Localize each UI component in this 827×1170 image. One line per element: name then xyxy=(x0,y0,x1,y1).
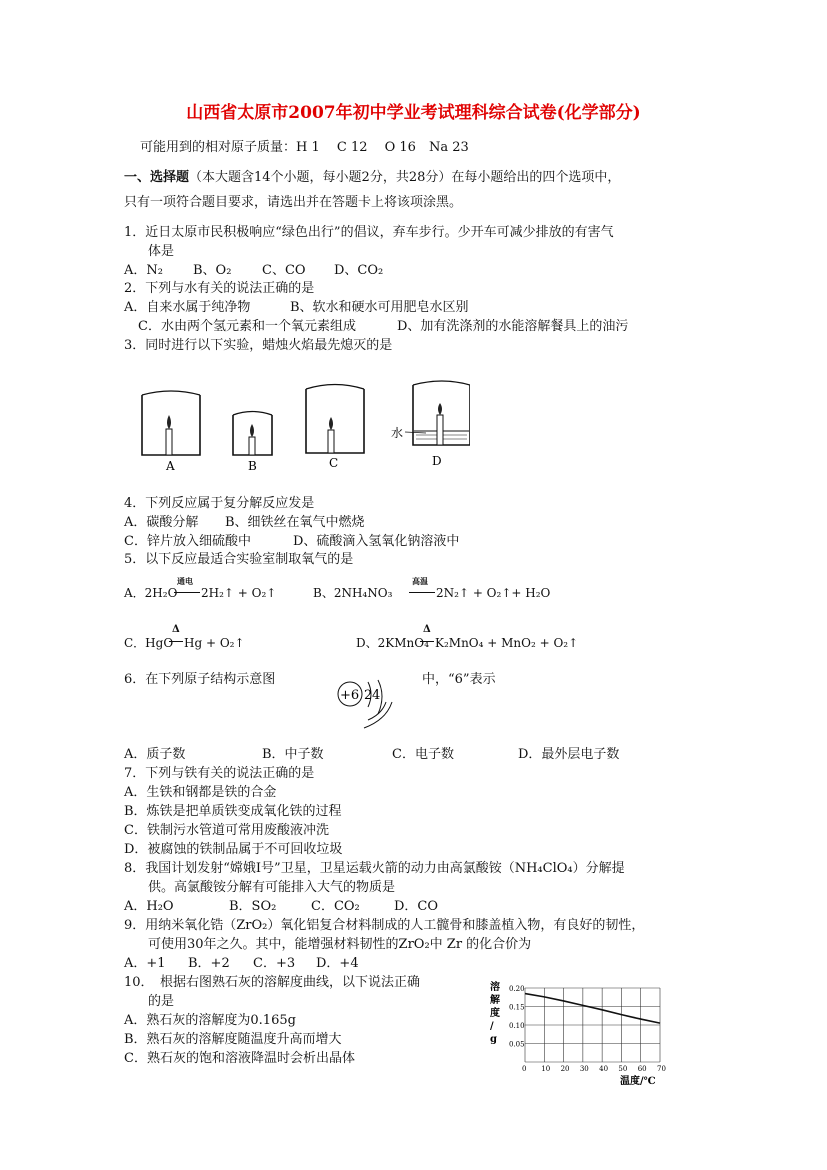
label-b: B xyxy=(248,459,257,473)
q5-option-a-rhs: 2H₂↑ + O₂↑ xyxy=(201,586,277,600)
q5-d-condition: Δ xyxy=(423,624,431,635)
q8-stem-cont: 供。高氯酸铵分解有可能排入大气的物质是 xyxy=(148,880,396,895)
q6-option-d: D．最外层电子数 xyxy=(518,747,620,762)
candle-experiment-figure xyxy=(130,375,470,480)
q10-option-a: A．熟石灰的溶解度为0.165g xyxy=(124,1013,296,1028)
q5-option-d-rhs: K₂MnO₄ + MnO₂ + O₂↑ xyxy=(435,636,579,650)
chart-curve xyxy=(525,994,660,1024)
q1-stem: 1．近日太原市民积极响应“绿色出行”的倡议，弃车步行。少开车可减少排放的有害气 xyxy=(124,225,614,240)
water-label: 水 xyxy=(391,426,404,440)
y-tick-label: 0.05 xyxy=(509,1040,525,1049)
beaker-c xyxy=(306,385,364,454)
q6-stem: 6．在下列原子结构示意图 xyxy=(124,672,276,687)
y-tick-label: 0.15 xyxy=(509,1003,525,1012)
q5-option-b-lhs: B、2NH₄NO₃ xyxy=(313,586,393,600)
q4-option-b: B、细铁丝在氧气中燃烧 xyxy=(225,515,365,530)
q5-option-d-lhs: D、2KMnO₄ xyxy=(356,636,429,650)
q10-option-c: C．熟石灰的饱和溶液降温时会析出晶体 xyxy=(124,1051,355,1066)
q1-option-d: D、CO₂ xyxy=(334,263,384,278)
q6-option-b: B．中子数 xyxy=(262,747,324,762)
q1-stem-cont: 体是 xyxy=(148,244,175,259)
x-axis-label: 温度/℃ xyxy=(620,1076,656,1087)
y-tick-label: 0.10 xyxy=(509,1022,525,1030)
q5-option-a-lhs: A．2H₂O xyxy=(124,586,178,600)
q8-option-a: A．H₂O xyxy=(124,899,174,914)
q7-stem: 7．下列与铁有关的说法正确的是 xyxy=(124,766,315,781)
solubility-chart xyxy=(480,980,680,1088)
q2-option-a: A．自来水属于纯净物 xyxy=(124,300,251,315)
chart-ticks xyxy=(509,985,666,1073)
x-tick-label: 0 xyxy=(522,1065,527,1073)
x-tick-label: 30 xyxy=(579,1065,589,1073)
q5-a-reaction-line xyxy=(174,592,200,593)
y-tick-label: 0.20 xyxy=(509,985,525,993)
q5-b-condition: 高温 xyxy=(412,576,428,586)
page-title: 山西省太原市2007年初中学业考试理科综合试卷(化学部分) xyxy=(186,103,641,123)
label-d: D xyxy=(432,454,442,468)
q4-stem: 4．下列反应属于复分解反应发是 xyxy=(124,496,315,511)
q3-stem: 3．同时进行以下实验，蜡烛火焰最先熄灭的是 xyxy=(124,338,393,353)
beaker-b xyxy=(233,412,272,456)
chart-grid xyxy=(525,988,660,1062)
section-intro-line1 xyxy=(124,169,620,187)
section-intro-text: （本大题含14个小题，每小题2分，共28分）在每小题给出的四个选项中， xyxy=(189,170,621,185)
q5-b-reaction-line xyxy=(409,592,435,593)
section-intro-line2: 只有一项符合题目要求，请选出并在答题卡上将该项涂黑。 xyxy=(124,195,463,210)
q2-option-b: B、软水和硬水可用肥皂水区别 xyxy=(290,300,469,315)
q9-stem-cont: 可使用30年之久。其中，能增强材料韧性的ZrO₂中 Zr 的化合价为 xyxy=(148,937,532,952)
q5-option-c-rhs: Hg + O₂↑ xyxy=(184,636,245,650)
q2-stem: 2．下列与水有关的说法正确的是 xyxy=(124,281,315,296)
x-tick-label: 20 xyxy=(560,1065,570,1073)
q5-option-c-lhs: C．HgO xyxy=(124,636,174,650)
q7-option-c: C．铁制污水管道可常用废酸液冲洗 xyxy=(124,823,329,838)
q8-option-c: C．CO₂ xyxy=(311,899,360,914)
q1-option-b: B、O₂ xyxy=(193,263,232,278)
q7-option-b: B．炼铁是把单质铁变成氧化铁的过程 xyxy=(124,804,342,819)
atom-structure-diagram xyxy=(334,674,396,736)
q9-option-d: D．+4 xyxy=(316,956,359,971)
beaker-d xyxy=(405,381,470,445)
shell2-electrons: 4 xyxy=(372,688,381,703)
q5-option-b-rhs: 2N₂↑ + O₂↑+ H₂O xyxy=(436,586,551,600)
q4-option-d: D、硫酸滴入氢氧化钠溶液中 xyxy=(293,534,460,549)
q6-stem-end: 中，“6”表示 xyxy=(422,672,496,687)
label-c: C xyxy=(329,456,339,470)
q5-stem: 5．以下反应最适合实验室制取氧气的是 xyxy=(124,552,354,567)
q2-option-d: D、加有洗涤剂的水能溶解餐具上的油污 xyxy=(397,319,629,334)
solubility-curve xyxy=(525,994,660,1024)
q4-option-a: A．碳酸分解 xyxy=(124,515,199,530)
label-a: A xyxy=(166,459,175,473)
x-tick-label: 50 xyxy=(618,1065,628,1073)
q5-c-condition: Δ xyxy=(172,624,180,635)
q10-option-b: B．熟石灰的溶解度随温度升高而增大 xyxy=(124,1032,342,1047)
q8-option-b: B．SO₂ xyxy=(229,899,277,914)
atomic-masses: 可能用到的相对原子质量：H 1 C 12 O 16 Na 23 xyxy=(140,140,469,155)
q5-a-condition: 通电 xyxy=(177,576,193,586)
q8-stem: 8．我国计划发射“嫦娥Ⅰ号”卫星，卫星运载火箭的动力由高氯酸铵（NH₄ClO₄）分解提 xyxy=(124,861,625,876)
q1-option-c: C、CO xyxy=(262,263,306,278)
q10-stem-cont: 的是 xyxy=(148,994,175,1009)
q10-stem: 10． 根据右图熟石灰的溶解度曲线，以下说法正确 xyxy=(124,975,421,990)
q2-option-c: C．水由两个氢元素和一个氧元素组成 xyxy=(138,319,356,334)
x-tick-label: 10 xyxy=(541,1065,551,1073)
nucleus-charge: +6 xyxy=(340,688,360,703)
q6-option-a: A．质子数 xyxy=(124,747,186,762)
q5-d-reaction-line xyxy=(420,641,434,642)
section-heading: 一、选择题 xyxy=(124,170,190,185)
shell1-electrons: 2 xyxy=(364,688,373,703)
q9-option-c: C．+3 xyxy=(253,956,296,971)
y-axis-label: 溶解度/ g xyxy=(490,982,500,1045)
x-tick-label: 60 xyxy=(637,1065,647,1073)
q6-option-c: C．电子数 xyxy=(392,747,454,762)
q5-c-reaction-line xyxy=(169,641,183,642)
q9-option-a: A．+1 xyxy=(124,956,166,971)
q7-option-a: A．生铁和钢都是铁的合金 xyxy=(124,785,277,800)
q1-option-a: A．N₂ xyxy=(124,263,163,278)
q8-option-d: D．CO xyxy=(394,899,439,914)
q9-stem: 9．用纳米氧化锆（ZrO₂）氧化铝复合材料制成的人工髋骨和膝盖植入物，有良好的韧性， xyxy=(124,918,645,933)
x-tick-label: 40 xyxy=(599,1065,609,1073)
q4-option-c: C．锌片放入细硫酸中 xyxy=(124,534,251,549)
beaker-a xyxy=(142,391,200,455)
q7-option-d: D．被腐蚀的铁制品属于不可回收垃圾 xyxy=(124,842,343,857)
x-tick-label: 70 xyxy=(657,1065,666,1073)
q9-option-b: B．+2 xyxy=(188,956,230,971)
